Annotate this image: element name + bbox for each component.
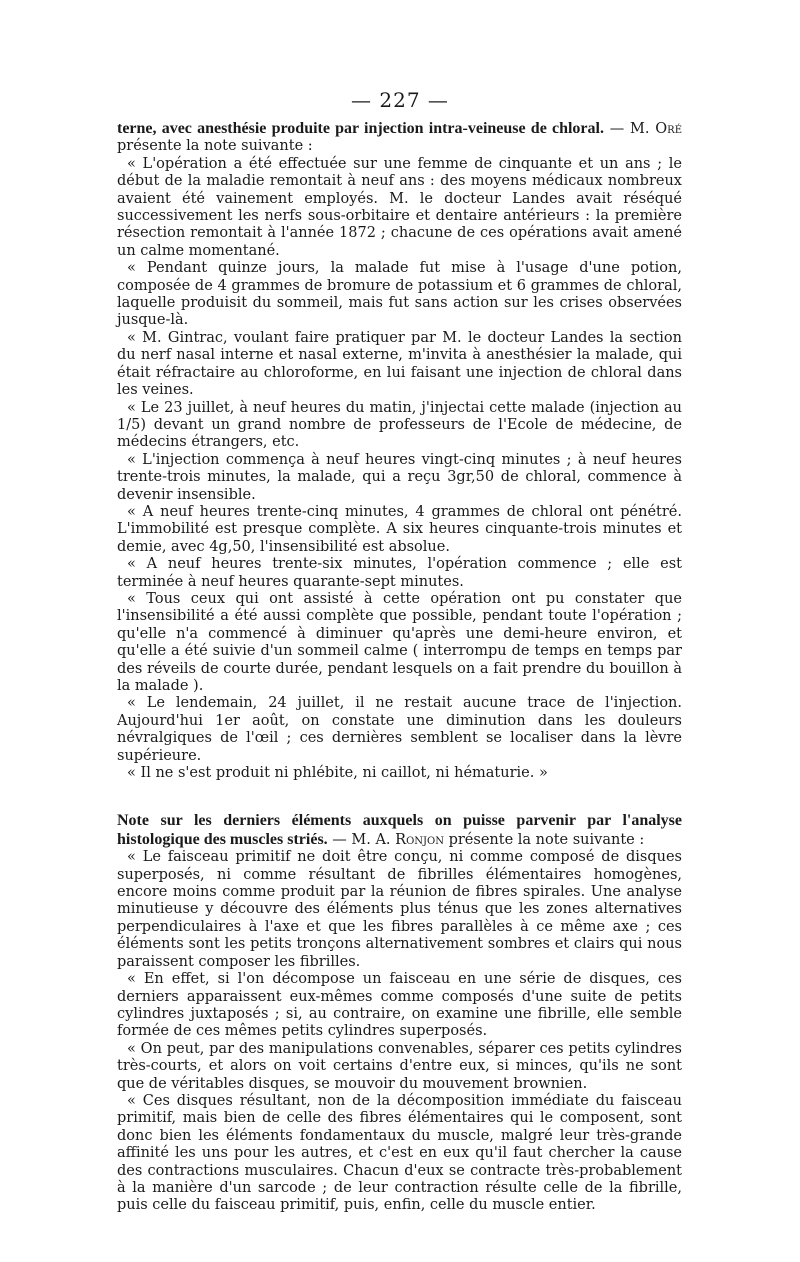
body-text — [117, 120, 682, 1215]
section1-heading — [117, 120, 682, 156]
section1-paragraph: « M. Gintrac, voulant faire pratiquer par M. le docteur Landes la section du nerf nasal interne et nasal externe, m'invita à anesthésier la malade, qui était réfractaire au chloroforme, en lui faisant une injection de chloral dans les veines. — [117, 329, 682, 399]
section2-paragraph: « Le faisceau primitif ne doit être conçu, ni comme composé de disques superposés, ni comme résultant de fibrilles élémentaires homogènes, encore moins comme produit par la réunion de fibres spirales. Une analyse minutieuse y découvre des éléments plus ténus que les zones alternatives perpendiculaires à l'axe et que les fibres parallèles à ce même axe ; ces éléments sont les petits tronçons alternativement sombres et clairs qui nous paraissent composer les fibrilles. — [117, 849, 682, 970]
section2-author: Ronjon — [395, 831, 444, 848]
section2-paragraph: « Ces disques résultant, non de la décomposition immédiate du faisceau primitif, mais bien de celle des fibres élémentaires qui le composent, sont donc bien les éléments fondamentaux du muscle, malgré leur très-grande affinité les uns pour les autres, et c'est en eux qu'il faut chercher la cause des contractions musculaires. Chacun d'eux se contracte très-probablement à la manière d'un sarcode ; de leur contraction résulte celle de la fibrille, puis celle du faisceau primitif, puis, enfin, celle du muscle entier. — [117, 1092, 682, 1214]
section2-intro: présente la note suivante : — [443, 831, 645, 848]
section1-paragraph: « A neuf heures trente-cinq minutes, 4 grammes de chloral ont pénétré. L'immobilité est presque complète. A six heures cinquante-trois minutes et demie, avec 4g,50, l'insensibilité est absolue. — [117, 503, 682, 555]
section1-paragraph: « Le lendemain, 24 juillet, il ne restait aucune trace de l'injection. Aujourd'hui 1er août, on constate une diminution dans les douleurs névralgiques de l'œil ; ces dernières semblent se localiser dans la lèvre supérieure. — [117, 695, 682, 764]
section1-paragraph: « Le 23 juillet, à neuf heures du matin, j'injectai cette malade (injection au 1/5) devant un grand nombre de professeurs de l'Ecole de médecine, de médecins étrangers, etc. — [117, 399, 682, 451]
section2-heading — [117, 812, 682, 849]
section1-paragraph: « L'opération a été effectuée sur une femme de cinquante et un ans ; le début de la maladie remontait à neuf ans : des moyens médicaux nombreux avaient été vainement employés. M. le docteur Landes avait réséqué successivement les nerfs sous-orbitaire et dentaire antérieurs : la première résection remontait à l'année 1872 ; chacune de ces opérations avait amené un calme momentané. — [117, 155, 682, 259]
section2-paragraph: « On peut, par des manipulations convenables, séparer ces petits cylindres très-courts, et alors on voit certains d'entre eux, si minces, qu'ils ne sont que de véritables disques, se mouvoir du mouvement brownien. — [117, 1040, 682, 1092]
section1-paragraph: « L'injection commença à neuf heures vingt-cinq minutes ; à neuf heures trente-trois minutes, la malade, qui a reçu 3gr,50 de chloral, commence à devenir insensible. — [117, 451, 682, 503]
section1-paragraph: « Il ne s'est produit ni phlébite, ni caillot, ni hématurie. » — [127, 765, 548, 782]
section2-paragraph: « En effet, si l'on décompose un faisceau en une série de disques, ces derniers apparaissent eux-mêmes comme composés d'une suite de petits cylindres juxtaposés ; si, au contraire, on examine une fibrille, elle semble formée de ces mêmes petits cylindres superposés. — [117, 971, 682, 1040]
section-spacer — [117, 782, 682, 812]
section1-paragraph: « Tous ceux qui ont assisté à cette opération ont pu constater que l'insensibilité a été aussi complète que possible, pendant toute l'opération ; qu'elle n'a commencé à diminuer qu'après une demi-heure environ, et qu'elle a été suivie d'un sommeil calme ( interrompu de temps en temps par des réveils de courte durée, pendant lesquels on a fait prendre du bouillon à la malade ). — [117, 590, 682, 694]
section1-title: terne, avec anesthésie produite par injection intra-veineuse de chloral. — [117, 120, 604, 137]
section1-paragraph: « Pendant quinze jours, la malade fut mise à l'usage d'une potion, composée de 4 grammes de bromure de potassium et 6 grammes de chloral, laquelle produisit du sommeil, mais fut sans action sur les crises observées jusque-là. — [117, 260, 682, 329]
page-number: — 227 — — [351, 88, 449, 112]
section1-paragraph: « A neuf heures trente-six minutes, l'opération commence ; elle est terminée à neuf heures quarante-sept minutes. — [117, 556, 682, 590]
section2-dash: — M. A. — [327, 831, 396, 848]
section1-author: Oré — [655, 121, 682, 137]
section2-title: Note sur les derniers éléments auxquels on puisse parvenir par l'analyse histologique des muscles striés. — [117, 812, 682, 848]
section1-intro: présente la note suivante : — [117, 138, 313, 155]
section1-dash: — M. — [603, 121, 656, 137]
